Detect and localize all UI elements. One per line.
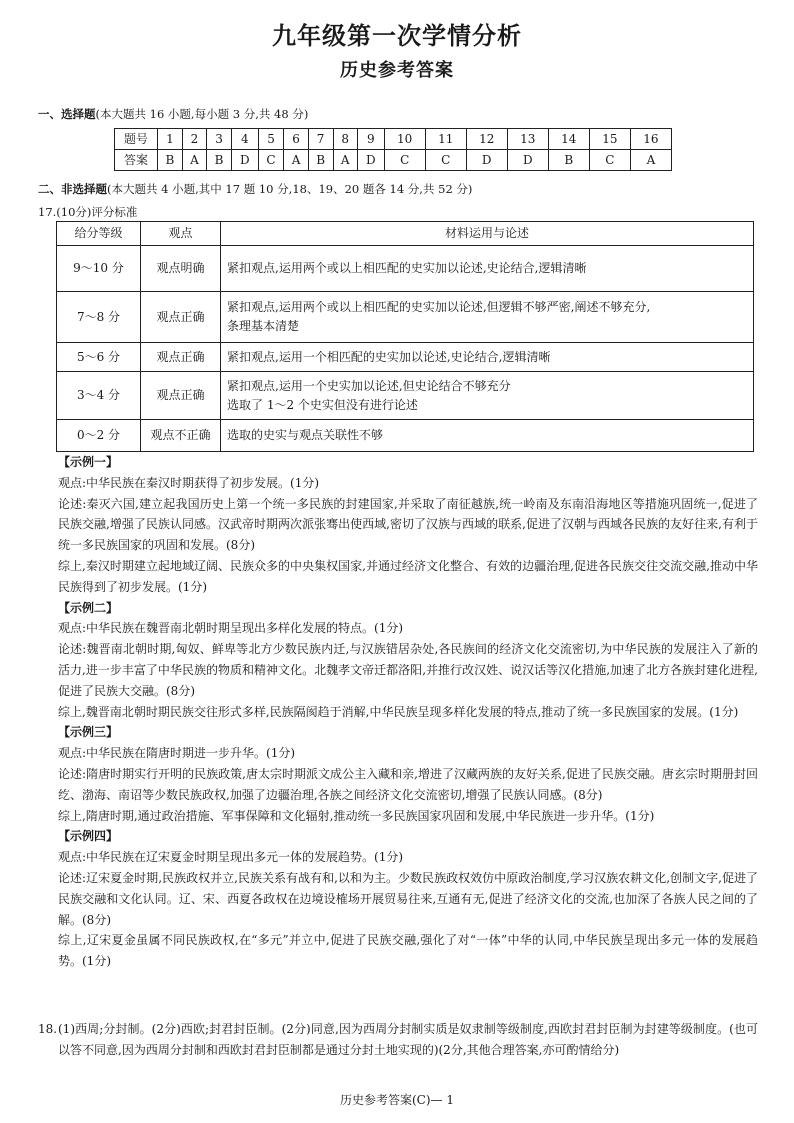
example-viewpoint: 观点:中华民族在魏晋南北朝时期呈现出多样化发展的特点。(1分) bbox=[58, 621, 404, 636]
answer-cell: A bbox=[284, 150, 308, 171]
question-number-cell: 4 bbox=[231, 129, 258, 150]
rubric-level: 3～4 分 bbox=[57, 372, 141, 420]
rubric-criteria bbox=[221, 372, 754, 420]
rubric-criteria-line: 条理基本清楚 bbox=[227, 319, 300, 333]
question-number-cell: 8 bbox=[333, 129, 357, 150]
q17-rubric-table bbox=[56, 221, 754, 452]
question-number-label: 题号 bbox=[115, 129, 158, 150]
choice-answer-table bbox=[114, 128, 672, 171]
section1-heading bbox=[38, 106, 308, 122]
question-number-cell: 1 bbox=[158, 129, 183, 150]
question-number-cell: 10 bbox=[384, 129, 425, 150]
rubric-criteria bbox=[221, 246, 754, 292]
example-heading: 【示例三】 bbox=[58, 725, 119, 740]
rubric-level: 5～6 分 bbox=[57, 343, 141, 372]
rubric-view: 观点正确 bbox=[141, 343, 221, 372]
page-footer: 历史参考答案(C)— 1 bbox=[340, 1093, 454, 1107]
example-viewpoint: 观点:中华民族在辽宋夏金时期呈现出多元一体的发展趋势。(1分) bbox=[58, 850, 404, 865]
rubric-criteria-line: 紧扣观点,运用两个或以上相匹配的史实加以论述,史论结合,逻辑清晰 bbox=[227, 261, 587, 275]
answer-cell: A bbox=[333, 150, 357, 171]
q18-number: 18. bbox=[38, 1022, 58, 1036]
answer-cell: B bbox=[207, 150, 232, 171]
section1-note: (本大题共 16 小题,每小题 3 分,共 48 分) bbox=[95, 107, 309, 121]
rubric-row bbox=[57, 292, 754, 343]
answer-cell: A bbox=[182, 150, 206, 171]
question-number-cell: 15 bbox=[589, 129, 630, 150]
example-heading: 【示例一】 bbox=[58, 455, 119, 469]
section2-heading bbox=[38, 181, 472, 197]
rubric-row bbox=[57, 420, 754, 452]
q18-answer bbox=[38, 1019, 758, 1061]
example-conclusion: 综上,辽宋夏金虽属不同民族政权,在“多元”并立中,促进了民族交融,强化了对“一体”中华的认同,中华民族呈现出多元一体的发展趋势。(1分) bbox=[58, 933, 758, 969]
rubric-criteria bbox=[221, 292, 754, 343]
section2-note: (本大题共 4 小题,其中 17 题 10 分,18、19、20 题各 14 分,共 52 分) bbox=[107, 182, 473, 196]
rubric-header-material: 材料运用与论述 bbox=[221, 222, 754, 246]
section2-title: 二、非选择题 bbox=[38, 182, 107, 196]
question-number-cell: 9 bbox=[357, 129, 384, 150]
rubric-header-row bbox=[57, 222, 754, 246]
answer-cell: D bbox=[357, 150, 384, 171]
answer-row bbox=[115, 150, 672, 171]
page-subtitle: 历史参考答案 bbox=[340, 60, 454, 81]
section1-title: 一、选择题 bbox=[38, 107, 96, 121]
q17-label: 17.(10分)评分标准 bbox=[38, 205, 138, 219]
example-conclusion: 综上,秦汉时期建立起地域辽阔、民族众多的中央集权国家,并通过经济文化整合、有效的边疆治理,促进各民族交往交流交融,推动中华民族得到了初步发展。(1分) bbox=[58, 558, 758, 594]
rubric-criteria-line: 选取了 1～2 个史实但没有进行论述 bbox=[227, 397, 418, 412]
rubric-header-view: 观点 bbox=[141, 222, 221, 246]
rubric-row bbox=[57, 372, 754, 420]
example-conclusion: 综上,魏晋南北朝时期民族交往形式多样,民族隔阂趋于消解,中华民族呈现多样化发展的特点,推动了统一多民族国家的发展。(1分) bbox=[58, 704, 739, 719]
rubric-criteria bbox=[221, 343, 754, 372]
example-argument: 论述:辽宋夏金时期,民族政权并立,民族关系有战有和,以和为主。少数民族政权效仿中原政治制度,学习汉族农耕文化,创制文字,促进了民族交融和文化认同。辽、宋、西夏各政权在边境设榷场开展贸易往来,互通有无,促进了经济文化的交流,也加深了各族人民之间的了解。(8分) bbox=[58, 870, 758, 927]
answer-cell: C bbox=[384, 150, 425, 171]
rubric-view: 观点明确 bbox=[141, 246, 221, 292]
answer-cell: B bbox=[308, 150, 333, 171]
answer-cell: C bbox=[258, 150, 284, 171]
question-number-cell: 2 bbox=[182, 129, 206, 150]
example-viewpoint: 观点:中华民族在秦汉时期获得了初步发展。(1分) bbox=[58, 475, 320, 490]
example-conclusion: 综上,隋唐时期,通过政治措施、军事保障和文化辐射,推动统一多民族国家巩固和发展,中华民族进一步升华。(1分) bbox=[58, 808, 655, 823]
answer-cell: B bbox=[158, 150, 183, 171]
q17-examples bbox=[58, 452, 758, 972]
answer-cell: D bbox=[231, 150, 258, 171]
rubric-row bbox=[57, 246, 754, 292]
rubric-header-level: 给分等级 bbox=[57, 222, 141, 246]
rubric-view: 观点正确 bbox=[141, 372, 221, 420]
rubric-view: 观点正确 bbox=[141, 292, 221, 343]
question-number-cell: 3 bbox=[207, 129, 232, 150]
rubric-view: 观点不正确 bbox=[141, 420, 221, 452]
q18-text: (1)西周;分封制。(2分)西欧;封君封臣制。(2分)同意,因为西周分封制实质是奴隶制等级制度,西欧封君封臣制为封建等级制度。(也可以答不同意,因为西周分封制和西欧封君封臣制都是通过分封土地实现的)(2分,其他合理答案,亦可酌情给分) bbox=[58, 1022, 758, 1057]
example-viewpoint: 观点:中华民族在隋唐时期进一步升华。(1分) bbox=[58, 746, 296, 761]
example-argument: 论述:隋唐时期实行开明的民族政策,唐太宗时期派文成公主入藏和亲,增进了汉藏两族的友好关系,促进了民族交融。唐玄宗时期册封回纥、渤海、南诏等少数民族政权,加强了边疆治理,各族之间经济文化交流密切,增强了民族认同感。(8分) bbox=[58, 766, 758, 802]
question-number-cell: 12 bbox=[466, 129, 507, 150]
answer-cell: D bbox=[466, 150, 507, 171]
example-heading: 【示例四】 bbox=[58, 829, 119, 844]
rubric-level: 7～8 分 bbox=[57, 292, 141, 343]
question-number-cell: 7 bbox=[308, 129, 333, 150]
question-number-cell: 11 bbox=[425, 129, 466, 150]
question-number-cell: 5 bbox=[258, 129, 284, 150]
answer-cell: C bbox=[589, 150, 630, 171]
rubric-criteria-line: 紧扣观点,运用两个或以上相匹配的史实加以论述,但逻辑不够严密,阐述不够充分, bbox=[227, 300, 651, 314]
rubric-criteria-line: 紧扣观点,运用一个相匹配的史实加以论述,史论结合,逻辑清晰 bbox=[227, 349, 551, 364]
answer-cell: C bbox=[425, 150, 466, 171]
rubric-level: 0～2 分 bbox=[57, 420, 141, 452]
answer-cell: A bbox=[630, 150, 671, 171]
question-number-cell: 6 bbox=[284, 129, 308, 150]
answer-cell: D bbox=[507, 150, 548, 171]
answer-label: 答案 bbox=[115, 150, 158, 171]
answer-cell: B bbox=[548, 150, 589, 171]
question-number-cell: 14 bbox=[548, 129, 589, 150]
example-argument: 论述:魏晋南北朝时期,匈奴、鲜卑等北方少数民族内迁,与汉族错居杂处,各民族间的经济文化交流密切,为中华民族的发展注入了新的活力,进一步丰富了中华民族的物质和精神文化。北魏孝文帝迁都洛阳,并推行改汉姓、说汉话等汉化措施,加速了北方各族封建化进程,促进了民族大交融。(8分) bbox=[58, 642, 758, 698]
page-title: 九年级第一次学情分析 bbox=[272, 22, 522, 50]
rubric-level: 9～10 分 bbox=[57, 246, 141, 292]
rubric-criteria-line: 紧扣观点,运用一个史实加以论述,但史论结合不够充分 bbox=[227, 378, 511, 393]
question-number-cell: 16 bbox=[630, 129, 671, 150]
example-heading: 【示例二】 bbox=[58, 600, 119, 615]
question-number-row bbox=[115, 129, 672, 150]
rubric-row bbox=[57, 343, 754, 372]
example-argument: 论述:秦灭六国,建立起我国历史上第一个统一多民族的封建国家,并采取了南征越族,统一岭南及东南沿海地区等措施巩固统一,促进了民族交融,增强了民族认同感。汉武帝时期两次派张骞出使西域,密切了汉族与西域的联系,促进了汉朝与西域各民族的友好往来,有利于统一多民族国家的巩固和发展。(8分) bbox=[58, 496, 758, 553]
question-number-cell: 13 bbox=[507, 129, 548, 150]
rubric-criteria bbox=[221, 420, 754, 452]
rubric-criteria-line: 选取的史实与观点关联性不够 bbox=[227, 428, 384, 442]
